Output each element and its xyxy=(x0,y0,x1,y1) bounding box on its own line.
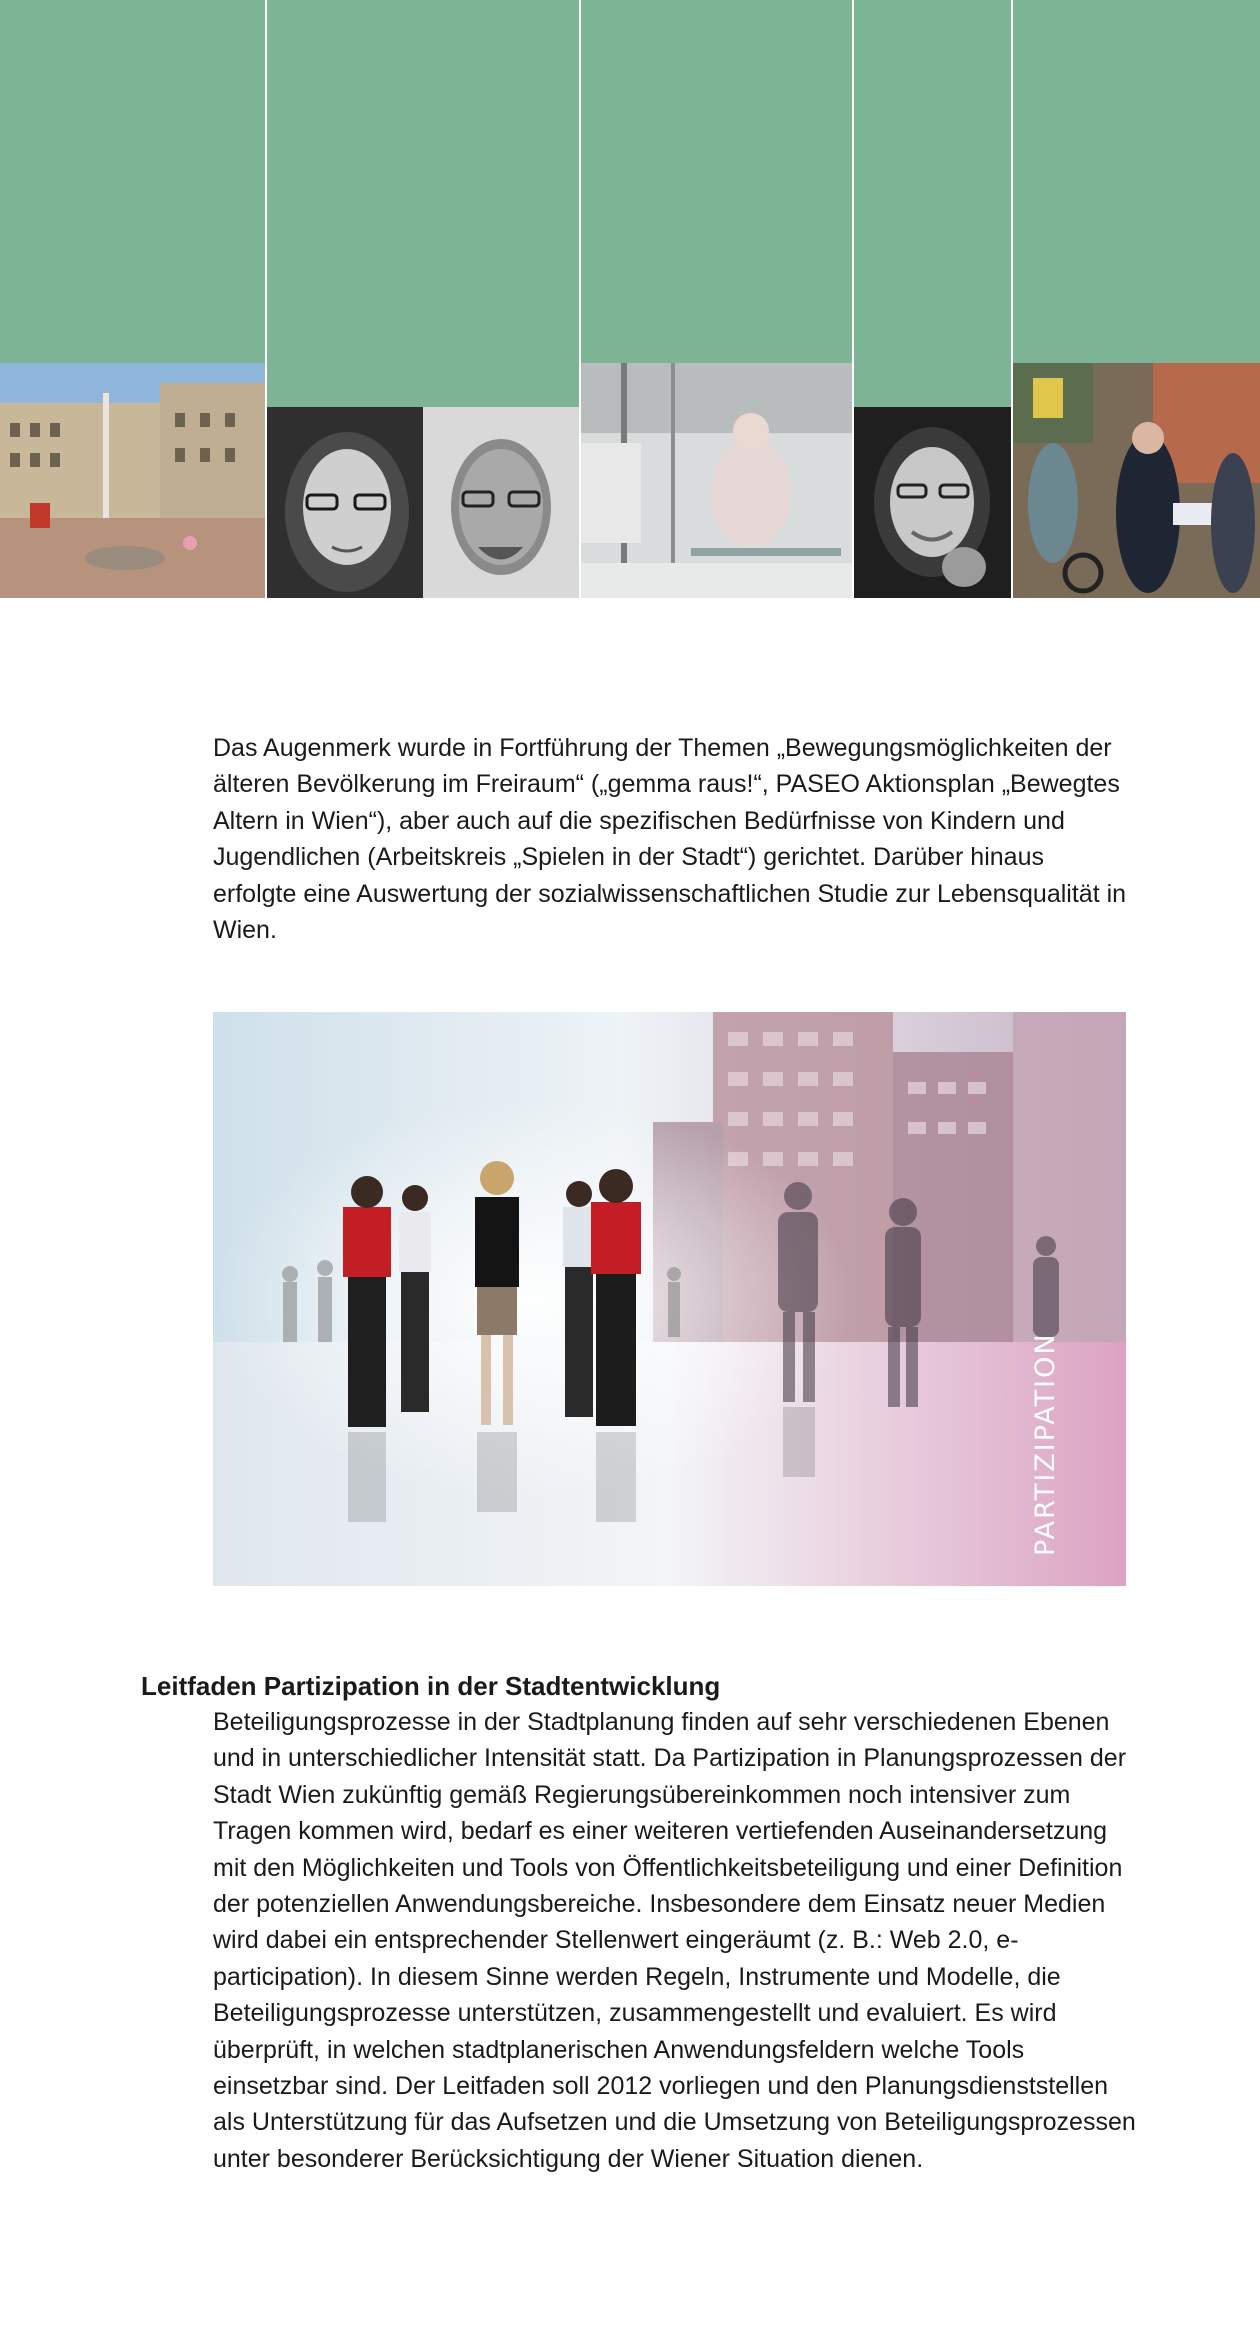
header-column-4 xyxy=(854,0,1011,598)
feature-vertical-label: PARTIZIPATION xyxy=(1030,1332,1061,1556)
bus-stop-photo xyxy=(581,363,852,598)
portrait-woman-smiling xyxy=(854,407,1011,598)
header-band xyxy=(0,0,1260,600)
header-column-3 xyxy=(581,0,852,598)
participation-photo xyxy=(213,1012,1126,1586)
portrait-man-glasses xyxy=(423,407,579,598)
header-column-2 xyxy=(267,0,579,598)
section-heading: Leitfaden Partizipation in der Stadtentwicklung xyxy=(141,1671,721,1701)
header-column-5 xyxy=(1013,0,1260,598)
street-crowd-photo xyxy=(1013,363,1260,598)
portrait-woman-glasses xyxy=(267,407,423,598)
section-paragraph: Beteiligungsprozesse in der Stadtplanung finden auf sehr verschiedenen Ebenen und in unterschiedlicher Intensität statt. Da Partizipation in Planungsprozessen der Stadt Wien zukünftig gemäß Regierungsübereinkommen noch intensiver zum Tragen kommen wird, bedarf es einer weiteren vertiefenden Auseinandersetzung mit den Möglichkeiten und Tools von Öffentlichkeitsbeteiligung und einer Definition der potenziellen Anwendungsbereiche. Insbesondere dem Einsatz neuer Medien wird dabei ein entsprechender Stellenwert eingeräumt (z. B.: Web 2.0, e-participation). In diesem Sinne werden Regeln, Instrumente und Modelle, die Beteiligungsprozesse unterstützen, zusammengestellt und evaluiert. Es wird überprüft, in welchen stadtplanerischen Anwendungsfeldern welche Tools einsetzbar sind. Der Leitfaden soll 2012 vorliegen und den Planungsdienststellen als Unterstützung für das Aufsetzen und die Umsetzung von Beteiligungsprozessen unter besonderer Berücksichtigung der Wiener Situation dienen. xyxy=(213,1708,1136,2173)
header-column-1 xyxy=(0,0,265,598)
city-square-photo xyxy=(0,363,265,598)
intro-paragraph: Das Augenmerk wurde in Fortführung der Themen „Bewegungsmöglichkeiten der älteren Bevölkerung im Freiraum“ („gemma raus!“, PASEO Aktionsplan „Bewegtes Altern in Wien“), aber auch auf die spezifischen Bedürfnisse von Kindern und Jugendlichen (Arbeitskreis „Spielen in der Stadt“) gerichtet. Darüber hinaus erfolgte eine Auswertung der sozialwissenschaftlichen Studie zur Lebensqualität in Wien. xyxy=(213,734,1127,945)
